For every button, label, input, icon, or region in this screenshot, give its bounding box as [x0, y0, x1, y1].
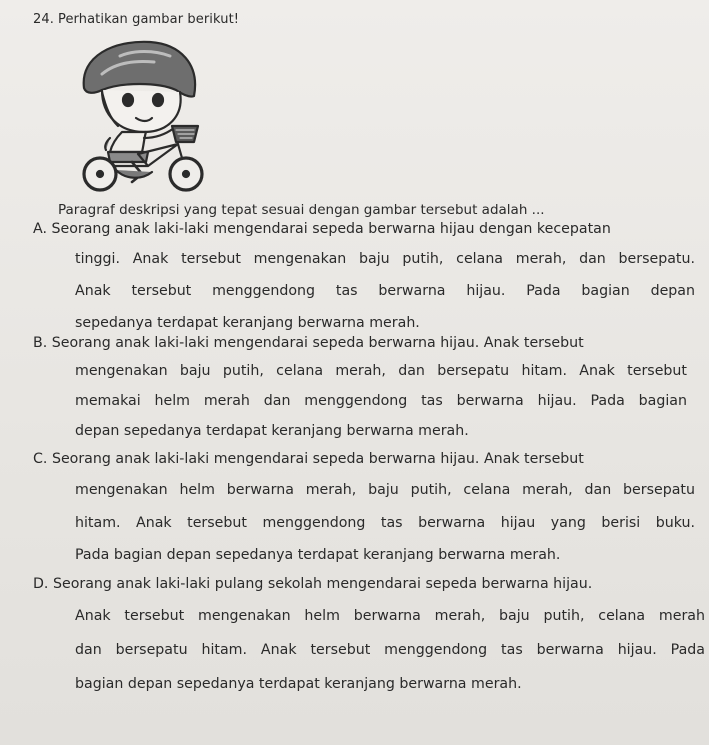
- option-c-letter: C.: [33, 451, 48, 467]
- option-c-line-3: hitam. Anak tersebut menggendong tas berwarna hijau yang berisi buku.: [75, 515, 695, 531]
- boy-riding-bicycle-icon: [62, 34, 218, 194]
- option-a-line-4: sepedanya terdapat keranjang berwarna merah.: [75, 315, 420, 331]
- option-b-line-2: mengenakan baju putih, celana merah, dan bersepatu hitam. Anak tersebut: [75, 363, 687, 379]
- option-d-line-4: bagian depan sepedanya terdapat keranjang berwarna merah.: [75, 676, 522, 692]
- option-b-line-4: depan sepedanya terdapat keranjang berwarna merah.: [75, 423, 469, 439]
- option-b-line-1: [33, 330, 584, 356]
- question-title: Perhatikan gambar berikut!: [57, 12, 240, 27]
- option-d-text-1: Seorang anak laki-laki pulang sekolah mengendarai sepeda berwarna hijau.: [52, 576, 593, 592]
- question-number: 24.: [33, 12, 54, 27]
- question-header: [33, 12, 239, 27]
- option-a-letter: A.: [33, 221, 47, 237]
- option-c-line-1: [33, 446, 584, 472]
- option-c-line-2: mengenakan helm berwarna merah, baju putih, celana merah, dan bersepatu: [75, 482, 695, 498]
- option-b-text-1: Seorang anak laki-laki mengendarai sepeda berwarna hijau. Anak tersebut: [51, 335, 584, 351]
- option-b-line-3: memakai helm merah dan menggendong tas berwarna hijau. Pada bagian: [75, 393, 687, 409]
- option-a-line-2: tinggi. Anak tersebut mengenakan baju putih, celana merah, dan bersepatu.: [75, 251, 695, 267]
- option-b-letter: B.: [33, 335, 48, 351]
- option-d-line-1: [33, 571, 592, 597]
- option-d-line-3: dan bersepatu hitam. Anak tersebut menggendong tas berwarna hijau. Pada: [75, 642, 705, 658]
- option-a-line-1: [33, 216, 611, 242]
- option-d-line-2: Anak tersebut mengenakan helm berwarna merah, baju putih, celana merah: [75, 608, 705, 624]
- option-a-line-3: Anak tersebut menggendong tas berwarna hijau. Pada bagian depan: [75, 283, 695, 299]
- question-prompt: Paragraf deskripsi yang tepat sesuai dengan gambar tersebut adalah ...: [58, 202, 545, 218]
- option-d-letter: D.: [33, 576, 49, 592]
- option-c-line-4: Pada bagian depan sepedanya terdapat keranjang berwarna merah.: [75, 547, 561, 563]
- option-c-text-1: Seorang anak laki-laki mengendarai sepeda berwarna hijau. Anak tersebut: [51, 451, 584, 467]
- option-a-text-1: Seorang anak laki-laki mengendarai sepeda berwarna hijau dengan kecepatan: [51, 221, 611, 237]
